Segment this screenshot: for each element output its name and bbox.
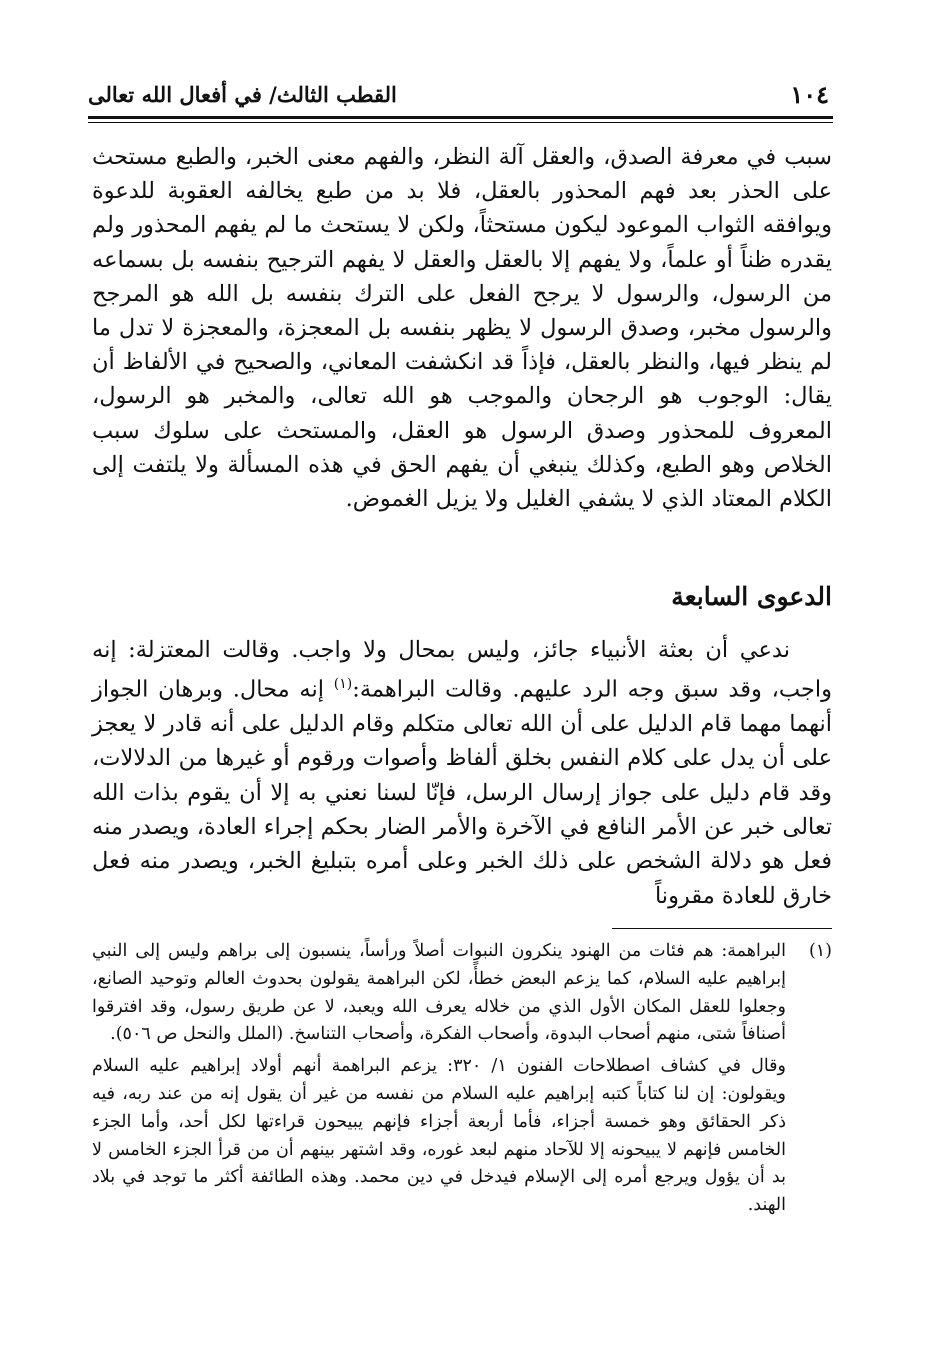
footnote-reference: (١) <box>333 676 353 693</box>
footnote-1 <box>92 938 832 1049</box>
main-text-block-1 <box>92 140 832 516</box>
footnotes-block <box>92 938 832 1220</box>
main-text-block-2 <box>92 633 832 913</box>
footnote-1-continuation: وقال في كشاف اصطلاحات الفنون ١/ ٣٢٠: يزعم البراهمة أنهم أولاد إبراهيم عليه السلام ويقولون: إن لنا كتاباً كتبه إبراهيم عليه السلام من نفسه من غير أن يقول إنه من عند ربه، فيه ذكر الحقائق وهو خمسة أجزاء، فأما أربعة أجزاء فإنهم يبيحون قراءتها لكل أحد، وأما الجزء الخامس فإنهم لا يبيحونه إلا للآحاد منهم لبعد غوره، وقد اشتهر بينهم أن من قرأ الجزء الخامس لا بد أن يؤول ويرجع أمره إلى الإسلام فيدخل في دين محمد. وهذه الطائفة أكثر ما توجد في بلاد الهند. <box>92 1056 786 1216</box>
paragraph-1: سبب في معرفة الصدق، والعقل آلة النظر، والفهم معنى الخبر، والطبع مستحث على الحذر بعد فهم المحذور بالعقل، فلا بد من طبع يخالفه العقوبة للدعوة ويوافقه الثواب الموعود ليكون مستحثاً، ولكن لا يستحث ما لم يفهم المحذور ولم يقدره ظناً أو علماً، ولا يفهم إلا بالعقل والعقل لا يفهم الترجيح بنفسه بل بسماعه من الرسول، والرسول لا يرجح الفعل على الترك بنفسه بل الله هو المرجح والرسول مخبر، وصدق الرسول لا يظهر بنفسه بل المعجزة، والمعجزة لا تدل ما لم ينظر فيها، والنظر بالعقل، فإذاً قد انكشفت المعاني، والصحيح في الألفاظ أن يقال: الوجوب هو الرجحان والموجب هو الله تعالى، والمخبر هو الرسول، المعروف للمحذور وصدق الرسول هو العقل، والمستحث على سلوك سبب الخلاص وهو الطبع، وكذلك ينبغي أن يفهم الحق في هذه المسألة ولا يلتفت إلى الكلام المعتاد الذي لا يشفي الغليل ولا يزيل الغموض. <box>92 144 832 513</box>
footnote-number: (١) <box>808 941 832 961</box>
footnote-1-text: البراهمة: هم فئات من الهنود ينكرون النبوات أصلاً ورأساً، ينسبون إلى براهم وليس إلى النبي إبراهيم عليه السلام، كما يزعم البعض خطأً، لكن البراهمة يقولون بحدوث العالم وتوحيد الصانع، وجعلوا للعقل المكان الأول الذي من خلاله يعرف الله ويعبد، لا عن طريق رسول، وقد افترقوا أصنافاً شتى، منهم أصحاب البدوة، وأصحاب الفكرة، وأصحاب التناسخ. (الملل والنحل ص ٥٠٦). <box>92 941 786 1045</box>
section-heading: الدعوى السابعة <box>671 582 832 611</box>
paragraph-2 <box>92 633 832 913</box>
footnote-separator <box>612 928 832 929</box>
paragraph-2-part-a: ندعي أن بعثة الأنبياء جائز، وليس بمحال ولا واجب. وقالت المعتزلة: إنه واجب، وقد سبق وجه الرد عليهم. وقالت البراهمة: <box>92 637 832 703</box>
header-rule-thick <box>88 116 833 119</box>
paragraph-2-part-b: إنه محال. وبرهان الجواز أنهما مهما قام الدليل على أن الله تعالى متكلم وقام الدليل على أنه قادر لا يعجز على أن يدل على كلام النفس بخلق ألفاظ وأصوات ورقوم أو غيرها من الدلالات، وقد قام دليل على جواز إرسال الرسل، فإنّا لسنا نعني به إلا أن يقوم بذات الله تعالى خبر عن الأمر النافع في الآخرة والأمر الضار بحكم إجراء العادة، ويصدر منه فعل هو دلالة الشخص على ذلك الخبر وعلى أمره بتبليغ الخبر، ويصدر منه فعل خارق للعادة مقروناً <box>92 676 832 909</box>
running-title: القطب الثالث/ في أفعال الله تعالى <box>88 82 397 107</box>
header-rule-thin <box>88 122 833 123</box>
page-header <box>88 78 833 114</box>
page-number: ١٠٤ <box>790 80 829 109</box>
